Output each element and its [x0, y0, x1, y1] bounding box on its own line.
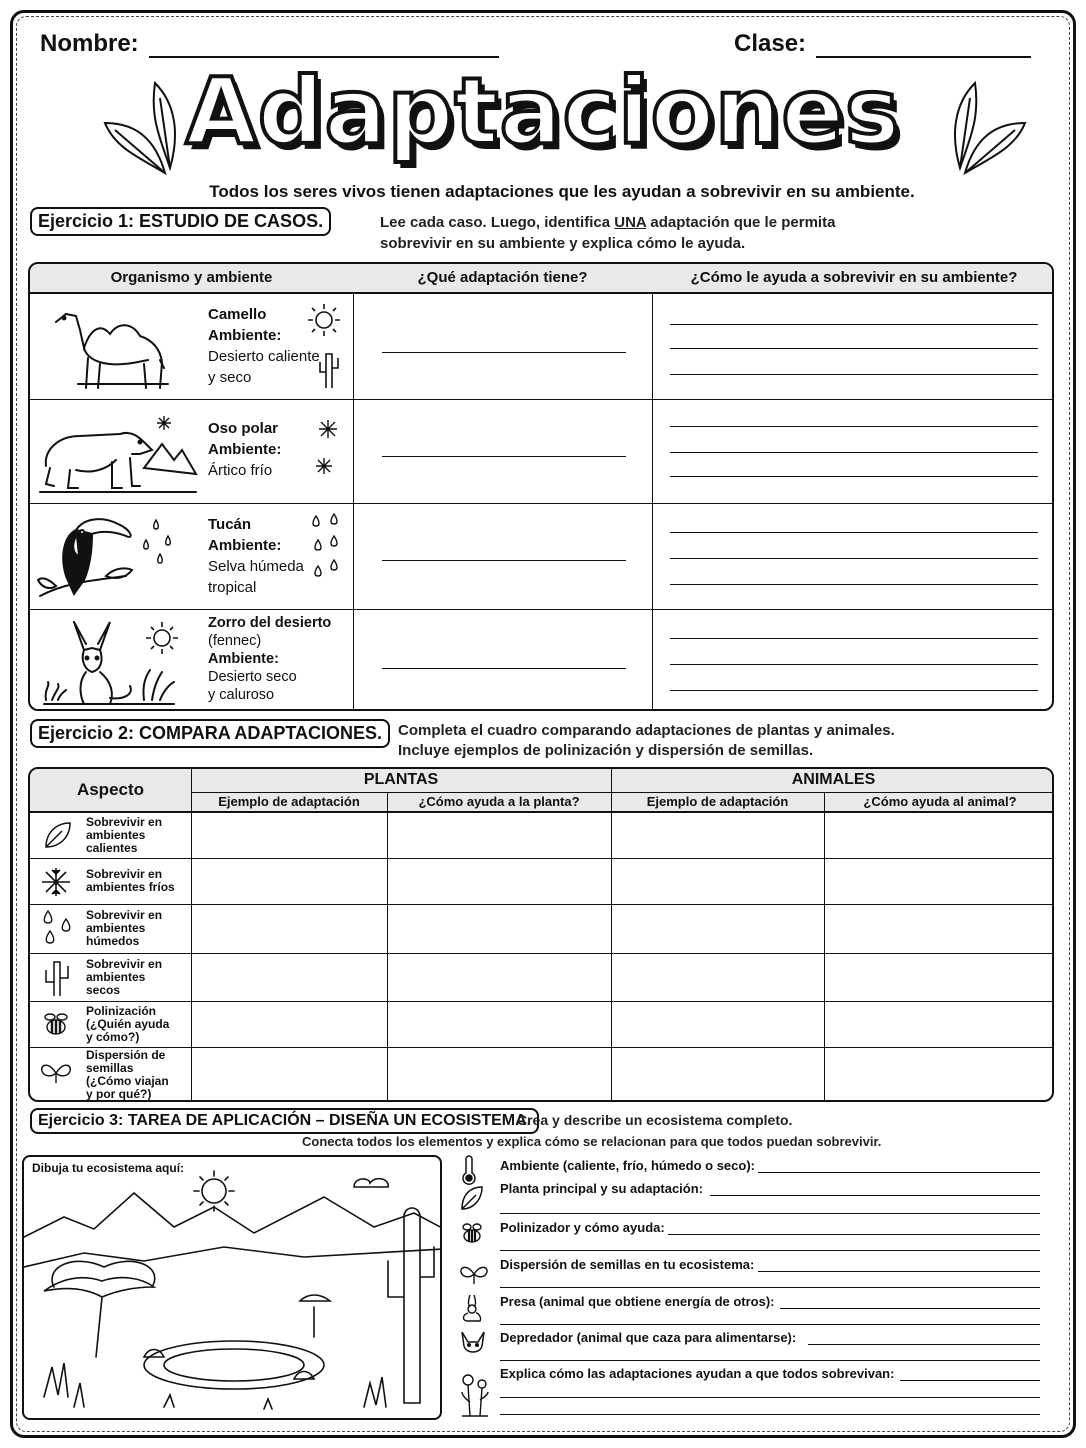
- question-pollinator: Polinizador y cómo ayuda:: [500, 1220, 665, 1235]
- question-dispersal: Dispersión de semillas en tu ecosistema:: [500, 1257, 755, 1272]
- answer-line[interactable]: [500, 1324, 1040, 1325]
- aspect-pollination: [86, 1005, 186, 1044]
- col-how-header: ¿Cómo le ayuda a sobrevivir en su ambiente?: [690, 269, 1018, 286]
- env-value: Ártico frío: [208, 462, 273, 479]
- fox-icon: [458, 1328, 488, 1358]
- name-label: Nombre:: [40, 30, 139, 57]
- how-answer-line[interactable]: [670, 558, 1038, 559]
- page-title: Adaptaciones: [185, 58, 901, 165]
- aspect-line: (¿Cómo viajan: [86, 1074, 169, 1088]
- bee-icon: [40, 1009, 72, 1041]
- how-answer-line[interactable]: [670, 532, 1038, 533]
- exercise3-label: Ejercicio 3: TAREA DE APLICACIÓN – DISEÑA UN ECOSISTEMA.: [30, 1108, 539, 1134]
- ex1-inst-post: adaptación que le permita: [646, 214, 836, 231]
- env-label: Ambiente:: [208, 441, 282, 458]
- aspect-line: Sobrevivir en: [86, 908, 163, 922]
- answer-line[interactable]: [808, 1344, 1040, 1345]
- aspect-header: Aspecto: [76, 780, 145, 799]
- seed-icon: [458, 1262, 490, 1286]
- question-prey: Presa (animal que obtiene energía de otros):: [500, 1294, 775, 1309]
- table-row: [30, 610, 1052, 711]
- column-divider: [652, 610, 653, 711]
- animal-example-header: Ejemplo de adaptación: [646, 794, 789, 809]
- aspect-hot: [86, 816, 186, 855]
- class-label: Clase:: [734, 30, 807, 57]
- how-answer-line[interactable]: [670, 584, 1038, 585]
- aspect-line: Sobrevivir en: [86, 867, 163, 881]
- column-divider: [353, 400, 354, 503]
- table-row: [30, 504, 1052, 610]
- plants-header: PLANTAS: [363, 771, 439, 788]
- row-divider: [30, 858, 1052, 859]
- class-input-line[interactable]: [816, 32, 1031, 58]
- compare-table: [28, 767, 1054, 1102]
- exercise3-instructions-1: Crea y describe un ecosistema completo.: [517, 1112, 793, 1128]
- aspect-line: ambientes: [86, 921, 146, 935]
- column-divider: [652, 400, 653, 503]
- aspect-cold: [86, 868, 186, 894]
- table-row: [30, 294, 1052, 400]
- animals-header: ANIMALES: [791, 771, 876, 788]
- aspect-line: y cómo?): [86, 1030, 140, 1044]
- cactus-icon: [42, 958, 72, 998]
- row-divider: [30, 1001, 1052, 1002]
- toucan-icon: [36, 510, 186, 606]
- polar-bear-icon: [36, 410, 202, 500]
- leaf-icon: [458, 1183, 484, 1213]
- aspect-line: Sobrevivir en: [86, 957, 163, 971]
- draw-ecosystem-box[interactable]: [22, 1155, 442, 1420]
- aspect-line: calientes: [86, 841, 138, 855]
- organism-name: Oso polar: [208, 420, 279, 437]
- plants-icon: [458, 1372, 492, 1418]
- row-divider: [30, 953, 1052, 954]
- aspect-line: semillas: [86, 1061, 134, 1075]
- env-value-2: y caluroso: [208, 687, 275, 703]
- ex1-inst-una: UNA: [614, 214, 647, 231]
- column-divider: [611, 769, 612, 1100]
- aspect-line: ambientes: [86, 828, 146, 842]
- question-predator: Depredador (animal que caza para alimentarse):: [500, 1330, 797, 1345]
- aspect-line: secos: [86, 983, 121, 997]
- answer-line[interactable]: [500, 1397, 1040, 1398]
- fennec-fox-icon: [34, 614, 194, 710]
- column-divider: [387, 792, 388, 1100]
- how-answer-line[interactable]: [670, 690, 1038, 691]
- header-divider: [191, 792, 1054, 793]
- animal-how-header: ¿Cómo ayuda al animal?: [863, 794, 1017, 809]
- exercise2-label: Ejercicio 2: COMPARA ADAPTACIONES.: [30, 719, 390, 748]
- table-header: [30, 264, 1052, 294]
- adaptation-answer-line[interactable]: [382, 560, 626, 561]
- aspect-line: ambientes fríos: [86, 880, 175, 894]
- column-divider: [824, 792, 825, 1100]
- adaptation-answer-line[interactable]: [382, 668, 626, 669]
- how-answer-line[interactable]: [670, 348, 1038, 349]
- aspect-line: Sobrevivir en: [86, 815, 163, 829]
- table-row: [30, 400, 1052, 504]
- question-explain: Explica cómo las adaptaciones ayudan a que todos sobrevivan:: [500, 1366, 895, 1381]
- column-divider: [652, 504, 653, 609]
- how-answer-line[interactable]: [670, 426, 1038, 427]
- row-divider: [30, 904, 1052, 905]
- header-divider: [30, 811, 1052, 813]
- rabbit-icon: [458, 1293, 486, 1323]
- row-divider: [30, 1047, 1052, 1048]
- column-divider: [353, 504, 354, 609]
- exercise3-instructions-2: Conecta todos los elementos y explica cómo se relacionan para que todos puedan sobrevivir.: [302, 1134, 882, 1149]
- class-field: [734, 30, 1031, 58]
- aspect-dispersal: [86, 1049, 186, 1101]
- organism-info: [208, 614, 331, 704]
- question-plant: Planta principal y su adaptación:: [500, 1181, 703, 1196]
- aspect-dry: [86, 958, 186, 997]
- name-input-line[interactable]: [149, 32, 499, 58]
- seed-icon: [38, 1059, 74, 1085]
- exercise1-instructions: [380, 212, 835, 254]
- aspect-line: (¿Quién ayuda: [86, 1017, 170, 1031]
- how-answer-line[interactable]: [670, 638, 1038, 639]
- answer-line[interactable]: [500, 1360, 1040, 1361]
- cactus-icon: [316, 350, 342, 390]
- raindrops-icon: [310, 512, 342, 588]
- ex1-inst-line2: sobrevivir en su ambiente y explica cómo le ayuda.: [380, 235, 746, 252]
- organism-info: [208, 304, 320, 388]
- env-value: Desierto caliente: [208, 348, 320, 365]
- aspect-line: y por qué?): [86, 1087, 152, 1101]
- answer-line[interactable]: [668, 1234, 1040, 1235]
- draw-label: Dibuja tu ecosistema aquí:: [32, 1161, 185, 1175]
- name-field: [40, 30, 499, 58]
- col-adaptation-header: ¿Qué adaptación tiene?: [417, 269, 588, 286]
- answer-line[interactable]: [500, 1213, 1040, 1214]
- organism-name-2: (fennec): [208, 633, 262, 649]
- organism-name: Zorro del desierto: [208, 615, 332, 631]
- column-divider: [353, 610, 354, 711]
- organism-info: [208, 418, 281, 481]
- snowflake-icon: [40, 866, 72, 898]
- how-answer-line[interactable]: [670, 374, 1038, 375]
- answer-line[interactable]: [500, 1287, 1040, 1288]
- organism-info: [208, 514, 304, 598]
- organism-name: Tucán: [208, 516, 252, 533]
- aspect-line: húmedos: [86, 934, 140, 948]
- answer-line[interactable]: [500, 1250, 1040, 1251]
- leaf-icon: [42, 819, 72, 851]
- column-divider: [191, 769, 192, 1100]
- ex1-inst-pre: Lee cada caso. Luego, identifica: [380, 214, 615, 231]
- aspect-line: Polinización: [86, 1004, 157, 1018]
- how-answer-line[interactable]: [670, 324, 1038, 325]
- camel-icon: [48, 300, 178, 392]
- col-organism-header: Organismo y ambiente: [110, 269, 273, 286]
- sun-icon: [306, 302, 342, 338]
- page-subtitle: Todos los seres vivos tienen adaptaciones que les ayudan a sobrevivir en su ambiente.: [209, 182, 915, 201]
- adaptation-answer-line[interactable]: [382, 352, 626, 353]
- ex2-inst-line1: Completa el cuadro comparando adaptaciones de plantas y animales.: [398, 722, 895, 739]
- exercise2-instructions: [398, 721, 895, 761]
- how-answer-line[interactable]: [670, 476, 1038, 477]
- answer-line[interactable]: [900, 1380, 1040, 1381]
- env-label: Ambiente:: [208, 537, 282, 554]
- answer-line[interactable]: [500, 1414, 1040, 1415]
- env-value: Selva húmeda: [208, 558, 304, 575]
- aspect-line: ambientes: [86, 970, 146, 984]
- env-label: Ambiente:: [208, 651, 279, 667]
- env-value: Desierto seco: [208, 669, 297, 685]
- answer-line[interactable]: [758, 1271, 1040, 1272]
- answer-line[interactable]: [758, 1172, 1040, 1173]
- how-answer-line[interactable]: [670, 664, 1038, 665]
- ecosystem-scene-icon: [24, 1157, 442, 1420]
- snowflake-icon: [316, 418, 340, 482]
- organism-name: Camello: [208, 306, 267, 323]
- column-divider: [353, 294, 354, 399]
- ex2-inst-line2: Incluye ejemplos de polinización y dispersión de semillas.: [398, 742, 814, 759]
- env-label: Ambiente:: [208, 327, 282, 344]
- exercise1-label: Ejercicio 1: ESTUDIO DE CASOS.: [30, 207, 331, 236]
- env-value-2: y seco: [208, 369, 252, 386]
- plant-how-header: ¿Cómo ayuda a la planta?: [418, 794, 580, 809]
- answer-line[interactable]: [710, 1195, 1040, 1196]
- aspect-humid: [86, 909, 186, 948]
- raindrops-icon: [40, 909, 74, 949]
- question-environment: Ambiente (caliente, frío, húmedo o seco):: [500, 1158, 755, 1173]
- thermometer-icon: [458, 1155, 480, 1185]
- column-divider: [652, 294, 653, 399]
- env-value-2: tropical: [208, 579, 257, 596]
- how-answer-line[interactable]: [670, 452, 1038, 453]
- aspect-line: Dispersión de: [86, 1048, 166, 1062]
- plant-example-header: Ejemplo de adaptación: [218, 794, 360, 809]
- case-study-table: [28, 262, 1054, 711]
- adaptation-answer-line[interactable]: [382, 456, 626, 457]
- bee-icon: [458, 1220, 486, 1248]
- answer-line[interactable]: [780, 1308, 1040, 1309]
